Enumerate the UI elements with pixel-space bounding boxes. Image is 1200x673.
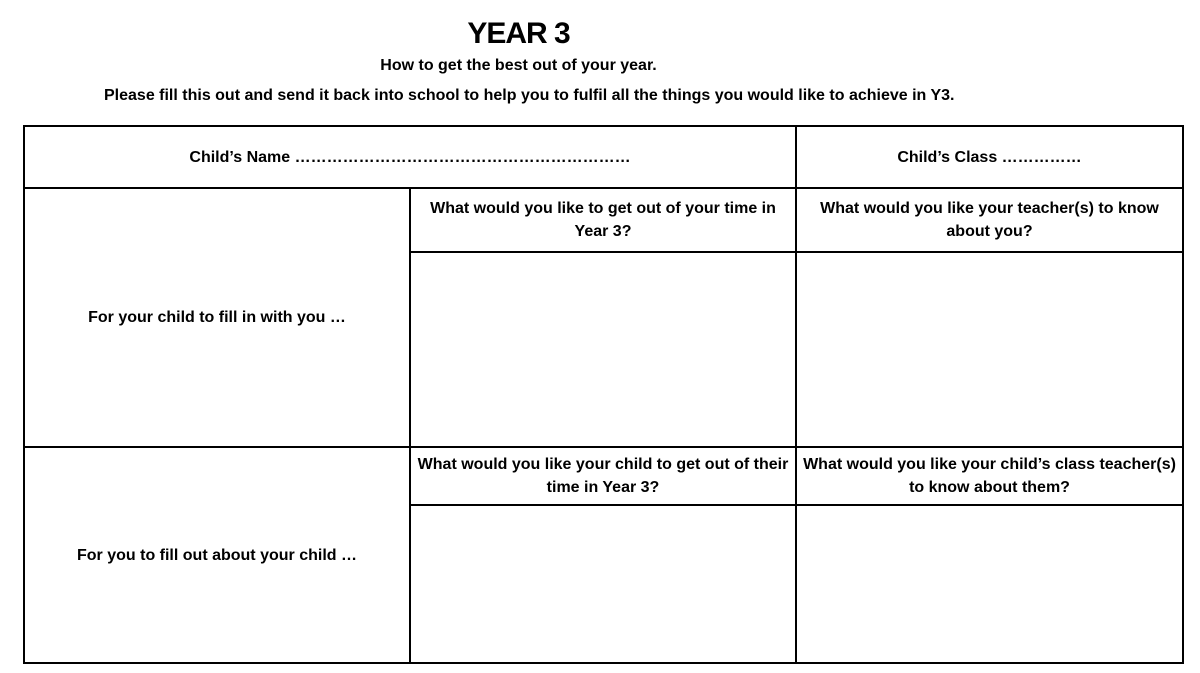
parent-answer-2-box[interactable] xyxy=(796,505,1183,663)
parent-question-1: What would you like your child to get out of their time in Year 3? xyxy=(410,447,796,505)
childs-class-field[interactable]: Child’s Class …………… xyxy=(796,126,1183,188)
child-answer-1-box[interactable] xyxy=(410,252,796,447)
parent-answer-1-box[interactable] xyxy=(410,505,796,663)
child-question-1: What would you like to get out of your time in Year 3? xyxy=(410,188,796,252)
child-answer-2-box[interactable] xyxy=(796,252,1183,447)
child-question-2: What would you like your teacher(s) to know about you? xyxy=(796,188,1183,252)
instructions-text: Please fill this out and send it back into school to help you to fulfil all the things you would like to achieve in Y3. xyxy=(104,87,955,104)
childs-name-field[interactable]: Child’s Name ……………………………………………………… xyxy=(24,126,796,188)
page-subtitle: How to get the best out of your year. xyxy=(380,57,657,74)
child-section-label: For your child to fill in with you … xyxy=(24,188,410,447)
parent-question-2: What would you like your child’s class teacher(s) to know about them? xyxy=(796,447,1183,505)
page-title: YEAR 3 xyxy=(467,17,570,50)
year3-form-table xyxy=(23,125,1184,664)
parent-section-label: For you to fill out about your child … xyxy=(24,447,410,663)
